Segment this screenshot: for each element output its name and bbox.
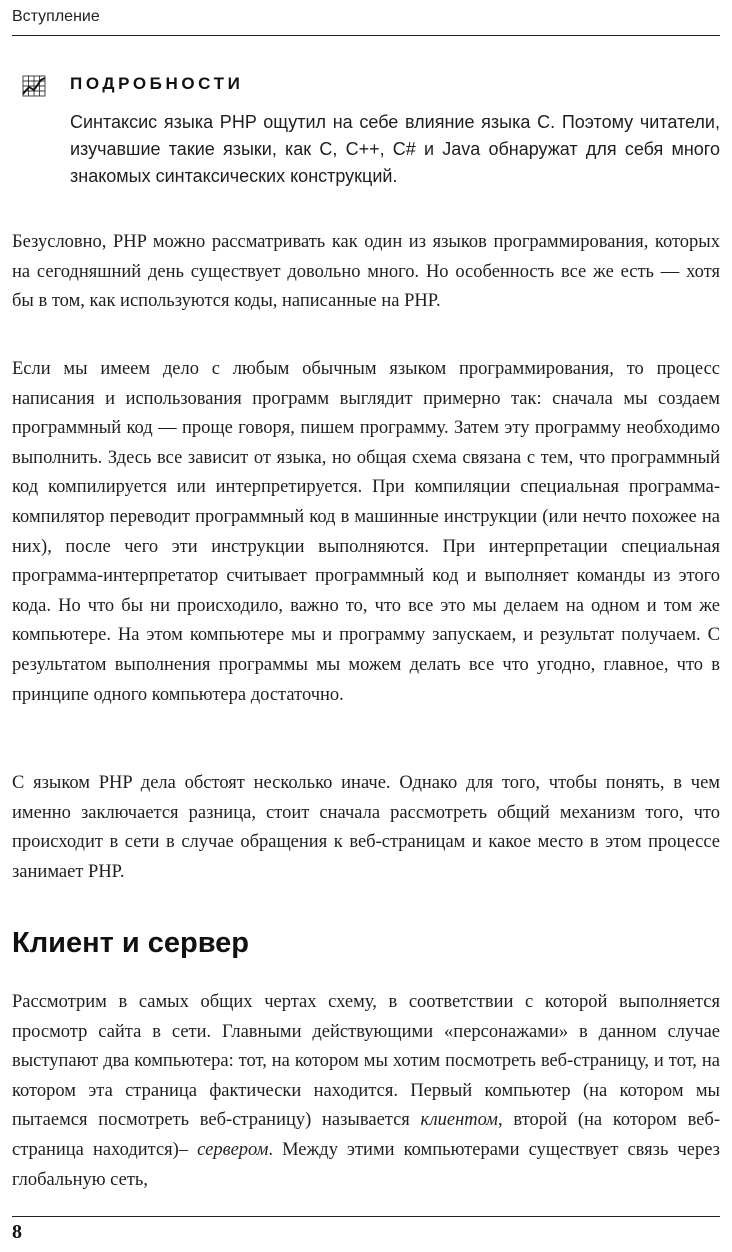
running-header: Вступление bbox=[12, 8, 100, 25]
body-paragraph: С языком PHP дела обстоят несколько иначе. Однако для того, чтобы понять, в чем именно заключается разница, стоит сначала рассмотреть общий механизм того, что происходит в сети в случае обращения к веб-страницам и какое место в этом процессе занимает PHP. bbox=[12, 773, 720, 882]
paragraph-text: . Между этими компьютерами существует связь через глобальную сеть, bbox=[12, 1139, 720, 1190]
paragraph-text: Рассмотрим в самых общих чертах схему, в соответствии с которой выполняется просмотр сайта в сети. Главными действующими «персонажами» в данном случае выступают два компьютера: тот, на котором мы хотим посмотреть веб-страницу, и тот, на котором эта страница фактически находится. Первый компьютер (на котором мы пытаемся посмотреть веб-страницу) называется bbox=[12, 992, 720, 1131]
header-rule bbox=[12, 35, 720, 36]
body-paragraph: Безусловно, PHP можно рассматривать как один из языков программирования, которых на сегодняшний день существует довольно много. Но особенность все же есть — хотя бы в том, как используются коды, написанные на PHP. bbox=[12, 232, 720, 312]
footer-rule bbox=[12, 1216, 720, 1217]
term-server: сервером bbox=[197, 1139, 269, 1160]
chart-note-icon bbox=[22, 74, 46, 98]
sidebar-text: Синтаксис языка PHP ощутил на себе влияние языка C. Поэтому читатели, изучавшие такие языки, как C, C++, C# и Java обнаружат для себя много знакомых синтаксических конструкций. bbox=[70, 112, 720, 186]
term-client: клиентом bbox=[420, 1110, 498, 1131]
page-number: 8 bbox=[12, 1221, 22, 1243]
section-heading: Клиент и сервер bbox=[12, 927, 249, 959]
sidebar-title: ПОДРОБНОСТИ bbox=[70, 74, 244, 93]
body-paragraph bbox=[12, 988, 720, 1195]
paragraph-text: , второй (на котором веб-страница находится)– bbox=[12, 1110, 720, 1160]
body-paragraph: Если мы имеем дело с любым обычным языком программирования, то процесс написания и использования программ выглядит примерно так: сначала мы создаем программный код — проще говоря, пишем программу. Затем эту программу необходимо выполнить. Здесь все зависит от языка, но общая схема связана с тем, что программный код компилируется или интерпретируется. При компиляции специальная программа-компилятор переводит программный код в машинные инструкции (или нечто похожее на них), после чего эти инструкции выполняются. При интерпретации специальная программа-интерпретатор считывает программный код и выполняет команды из этого кода. Но что бы ни происходило, важно то, что все это мы делаем на одном и том же компьютере. На этом компьютере мы и программу запускаем, и результат получаем. С результатом выполнения программы мы можем делать все что угодно, главное, что в принципе одного компьютера достаточно. bbox=[12, 359, 720, 705]
